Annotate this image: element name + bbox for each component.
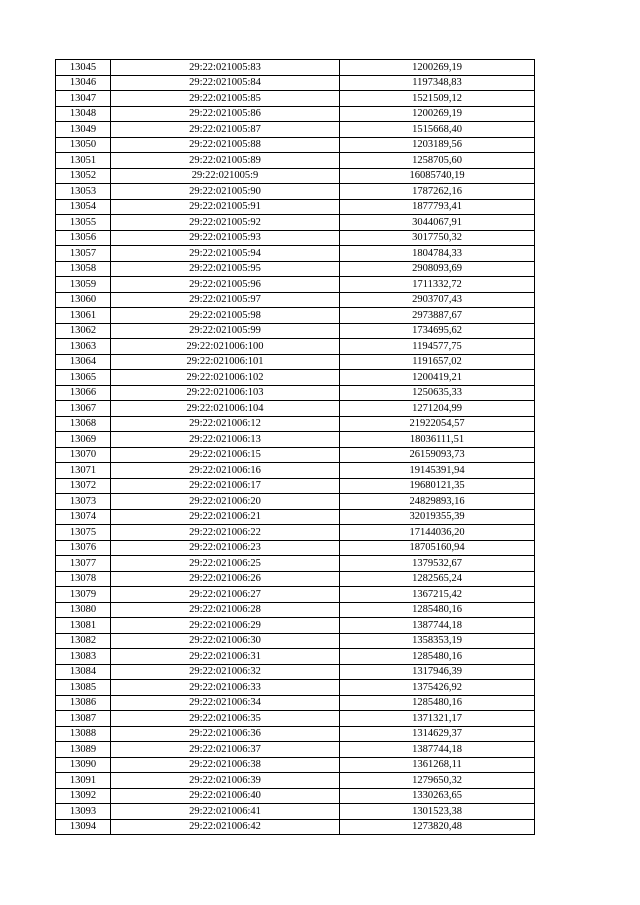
cadastral-number-cell: 29:22:021005:84 [111, 75, 340, 91]
value-cell: 26159093,73 [340, 447, 535, 463]
table-row [56, 308, 535, 324]
cadastral-number-cell: 29:22:021005:99 [111, 323, 340, 339]
value-cell: 1379532,67 [340, 556, 535, 572]
value-cell: 3017750,32 [340, 230, 535, 246]
row-number-cell: 13092 [56, 788, 111, 804]
table-row [56, 153, 535, 169]
row-number-cell: 13093 [56, 804, 111, 820]
table-row [56, 447, 535, 463]
row-number-cell: 13080 [56, 602, 111, 618]
cadastral-number-cell: 29:22:021005:98 [111, 308, 340, 324]
value-cell: 1285480,16 [340, 695, 535, 711]
table-body [56, 60, 535, 835]
cadastral-number-cell: 29:22:021005:85 [111, 91, 340, 107]
cadastral-number-cell: 29:22:021006:21 [111, 509, 340, 525]
table-row [56, 509, 535, 525]
row-number-cell: 13052 [56, 168, 111, 184]
row-number-cell: 13076 [56, 540, 111, 556]
value-cell: 2908093,69 [340, 261, 535, 277]
row-number-cell: 13055 [56, 215, 111, 231]
row-number-cell: 13054 [56, 199, 111, 215]
table-row [56, 339, 535, 355]
cadastral-number-cell: 29:22:021006:27 [111, 587, 340, 603]
value-cell: 18705160,94 [340, 540, 535, 556]
cadastral-number-cell: 29:22:021006:25 [111, 556, 340, 572]
row-number-cell: 13064 [56, 354, 111, 370]
cadastral-number-cell: 29:22:021005:9 [111, 168, 340, 184]
cadastral-number-cell: 29:22:021006:30 [111, 633, 340, 649]
cadastral-number-cell: 29:22:021006:103 [111, 385, 340, 401]
row-number-cell: 13067 [56, 401, 111, 417]
row-number-cell: 13047 [56, 91, 111, 107]
cadastral-number-cell: 29:22:021006:12 [111, 416, 340, 432]
value-cell: 1197348,83 [340, 75, 535, 91]
table-row [56, 494, 535, 510]
cadastral-number-cell: 29:22:021006:39 [111, 773, 340, 789]
table-row [56, 432, 535, 448]
table-row [56, 416, 535, 432]
row-number-cell: 13053 [56, 184, 111, 200]
cadastral-number-cell: 29:22:021006:37 [111, 742, 340, 758]
table-row [56, 773, 535, 789]
cadastral-number-cell: 29:22:021006:104 [111, 401, 340, 417]
row-number-cell: 13050 [56, 137, 111, 153]
document-page [55, 59, 535, 835]
cadastral-number-cell: 29:22:021005:96 [111, 277, 340, 293]
value-cell: 1804784,33 [340, 246, 535, 262]
cadastral-number-cell: 29:22:021006:33 [111, 680, 340, 696]
cadastral-number-cell: 29:22:021006:15 [111, 447, 340, 463]
table-row [56, 60, 535, 76]
table-row [56, 711, 535, 727]
row-number-cell: 13079 [56, 587, 111, 603]
row-number-cell: 13060 [56, 292, 111, 308]
cadastral-number-cell: 29:22:021006:100 [111, 339, 340, 355]
row-number-cell: 13084 [56, 664, 111, 680]
row-number-cell: 13077 [56, 556, 111, 572]
table-row [56, 168, 535, 184]
cadastral-value-table [55, 59, 535, 835]
value-cell: 1279650,32 [340, 773, 535, 789]
cadastral-number-cell: 29:22:021005:90 [111, 184, 340, 200]
value-cell: 24829893,16 [340, 494, 535, 510]
value-cell: 1387744,18 [340, 618, 535, 634]
table-row [56, 91, 535, 107]
row-number-cell: 13089 [56, 742, 111, 758]
row-number-cell: 13083 [56, 649, 111, 665]
table-row [56, 246, 535, 262]
cadastral-number-cell: 29:22:021006:22 [111, 525, 340, 541]
cadastral-number-cell: 29:22:021005:92 [111, 215, 340, 231]
value-cell: 19145391,94 [340, 463, 535, 479]
value-cell: 1285480,16 [340, 602, 535, 618]
row-number-cell: 13049 [56, 122, 111, 138]
value-cell: 1521509,12 [340, 91, 535, 107]
value-cell: 17144036,20 [340, 525, 535, 541]
table-row [56, 323, 535, 339]
value-cell: 1358353,19 [340, 633, 535, 649]
table-row [56, 757, 535, 773]
table-row [56, 556, 535, 572]
cadastral-number-cell: 29:22:021005:95 [111, 261, 340, 277]
cadastral-number-cell: 29:22:021006:23 [111, 540, 340, 556]
row-number-cell: 13085 [56, 680, 111, 696]
value-cell: 1711332,72 [340, 277, 535, 293]
cadastral-number-cell: 29:22:021006:26 [111, 571, 340, 587]
row-number-cell: 13081 [56, 618, 111, 634]
row-number-cell: 13086 [56, 695, 111, 711]
value-cell: 1371321,17 [340, 711, 535, 727]
value-cell: 1314629,37 [340, 726, 535, 742]
cadastral-number-cell: 29:22:021006:40 [111, 788, 340, 804]
row-number-cell: 13090 [56, 757, 111, 773]
row-number-cell: 13062 [56, 323, 111, 339]
row-number-cell: 13046 [56, 75, 111, 91]
value-cell: 1375426,92 [340, 680, 535, 696]
value-cell: 1194577,75 [340, 339, 535, 355]
value-cell: 1191657,02 [340, 354, 535, 370]
cadastral-number-cell: 29:22:021006:29 [111, 618, 340, 634]
value-cell: 1203189,56 [340, 137, 535, 153]
table-row [56, 587, 535, 603]
cadastral-number-cell: 29:22:021005:87 [111, 122, 340, 138]
value-cell: 32019355,39 [340, 509, 535, 525]
table-row [56, 804, 535, 820]
row-number-cell: 13066 [56, 385, 111, 401]
value-cell: 3044067,91 [340, 215, 535, 231]
cadastral-number-cell: 29:22:021006:101 [111, 354, 340, 370]
row-number-cell: 13056 [56, 230, 111, 246]
table-row [56, 695, 535, 711]
table-row [56, 261, 535, 277]
cadastral-number-cell: 29:22:021006:20 [111, 494, 340, 510]
value-cell: 2903707,43 [340, 292, 535, 308]
value-cell: 1367215,42 [340, 587, 535, 603]
cadastral-number-cell: 29:22:021006:28 [111, 602, 340, 618]
table-row [56, 401, 535, 417]
cadastral-number-cell: 29:22:021006:35 [111, 711, 340, 727]
table-row [56, 370, 535, 386]
cadastral-number-cell: 29:22:021006:102 [111, 370, 340, 386]
row-number-cell: 13075 [56, 525, 111, 541]
row-number-cell: 13068 [56, 416, 111, 432]
value-cell: 2973887,67 [340, 308, 535, 324]
table-row [56, 354, 535, 370]
value-cell: 1330263,65 [340, 788, 535, 804]
cadastral-number-cell: 29:22:021005:94 [111, 246, 340, 262]
row-number-cell: 13074 [56, 509, 111, 525]
cadastral-number-cell: 29:22:021005:88 [111, 137, 340, 153]
value-cell: 1361268,11 [340, 757, 535, 773]
value-cell: 1200269,19 [340, 106, 535, 122]
row-number-cell: 13082 [56, 633, 111, 649]
value-cell: 1387744,18 [340, 742, 535, 758]
row-number-cell: 13088 [56, 726, 111, 742]
table-row [56, 680, 535, 696]
value-cell: 16085740,19 [340, 168, 535, 184]
cadastral-number-cell: 29:22:021006:36 [111, 726, 340, 742]
table-row [56, 106, 535, 122]
value-cell: 1271204,99 [340, 401, 535, 417]
row-number-cell: 13059 [56, 277, 111, 293]
row-number-cell: 13071 [56, 463, 111, 479]
value-cell: 1200419,21 [340, 370, 535, 386]
row-number-cell: 13069 [56, 432, 111, 448]
value-cell: 1515668,40 [340, 122, 535, 138]
cadastral-number-cell: 29:22:021006:31 [111, 649, 340, 665]
value-cell: 1200269,19 [340, 60, 535, 76]
table-row [56, 633, 535, 649]
table-row [56, 292, 535, 308]
row-number-cell: 13045 [56, 60, 111, 76]
table-row [56, 618, 535, 634]
cadastral-number-cell: 29:22:021006:32 [111, 664, 340, 680]
table-row [56, 478, 535, 494]
row-number-cell: 13063 [56, 339, 111, 355]
cadastral-number-cell: 29:22:021005:83 [111, 60, 340, 76]
value-cell: 18036111,51 [340, 432, 535, 448]
value-cell: 1301523,38 [340, 804, 535, 820]
row-number-cell: 13094 [56, 819, 111, 835]
cadastral-number-cell: 29:22:021006:16 [111, 463, 340, 479]
cadastral-number-cell: 29:22:021005:93 [111, 230, 340, 246]
value-cell: 19680121,35 [340, 478, 535, 494]
row-number-cell: 13065 [56, 370, 111, 386]
cadastral-number-cell: 29:22:021006:38 [111, 757, 340, 773]
row-number-cell: 13048 [56, 106, 111, 122]
table-row [56, 742, 535, 758]
table-row [56, 199, 535, 215]
cadastral-number-cell: 29:22:021006:42 [111, 819, 340, 835]
value-cell: 1787262,16 [340, 184, 535, 200]
table-row [56, 788, 535, 804]
table-row [56, 463, 535, 479]
row-number-cell: 13058 [56, 261, 111, 277]
value-cell: 1273820,48 [340, 819, 535, 835]
table-row [56, 75, 535, 91]
value-cell: 1282565,24 [340, 571, 535, 587]
table-row [56, 184, 535, 200]
cadastral-number-cell: 29:22:021005:91 [111, 199, 340, 215]
table-row [56, 649, 535, 665]
table-row [56, 571, 535, 587]
table-row [56, 602, 535, 618]
value-cell: 1285480,16 [340, 649, 535, 665]
value-cell: 1250635,33 [340, 385, 535, 401]
value-cell: 21922054,57 [340, 416, 535, 432]
table-row [56, 525, 535, 541]
table-row [56, 122, 535, 138]
cadastral-number-cell: 29:22:021005:89 [111, 153, 340, 169]
row-number-cell: 13078 [56, 571, 111, 587]
cadastral-number-cell: 29:22:021006:13 [111, 432, 340, 448]
row-number-cell: 13072 [56, 478, 111, 494]
row-number-cell: 13070 [56, 447, 111, 463]
row-number-cell: 13061 [56, 308, 111, 324]
row-number-cell: 13087 [56, 711, 111, 727]
table-row [56, 230, 535, 246]
value-cell: 1317946,39 [340, 664, 535, 680]
row-number-cell: 13091 [56, 773, 111, 789]
cadastral-number-cell: 29:22:021006:41 [111, 804, 340, 820]
table-row [56, 726, 535, 742]
table-row [56, 664, 535, 680]
value-cell: 1877793,41 [340, 199, 535, 215]
cadastral-number-cell: 29:22:021005:97 [111, 292, 340, 308]
table-row [56, 137, 535, 153]
cadastral-number-cell: 29:22:021005:86 [111, 106, 340, 122]
row-number-cell: 13073 [56, 494, 111, 510]
table-row [56, 385, 535, 401]
table-row [56, 540, 535, 556]
table-row [56, 215, 535, 231]
row-number-cell: 13057 [56, 246, 111, 262]
cadastral-number-cell: 29:22:021006:17 [111, 478, 340, 494]
row-number-cell: 13051 [56, 153, 111, 169]
table-row [56, 277, 535, 293]
table-row [56, 819, 535, 835]
value-cell: 1258705,60 [340, 153, 535, 169]
value-cell: 1734695,62 [340, 323, 535, 339]
cadastral-number-cell: 29:22:021006:34 [111, 695, 340, 711]
